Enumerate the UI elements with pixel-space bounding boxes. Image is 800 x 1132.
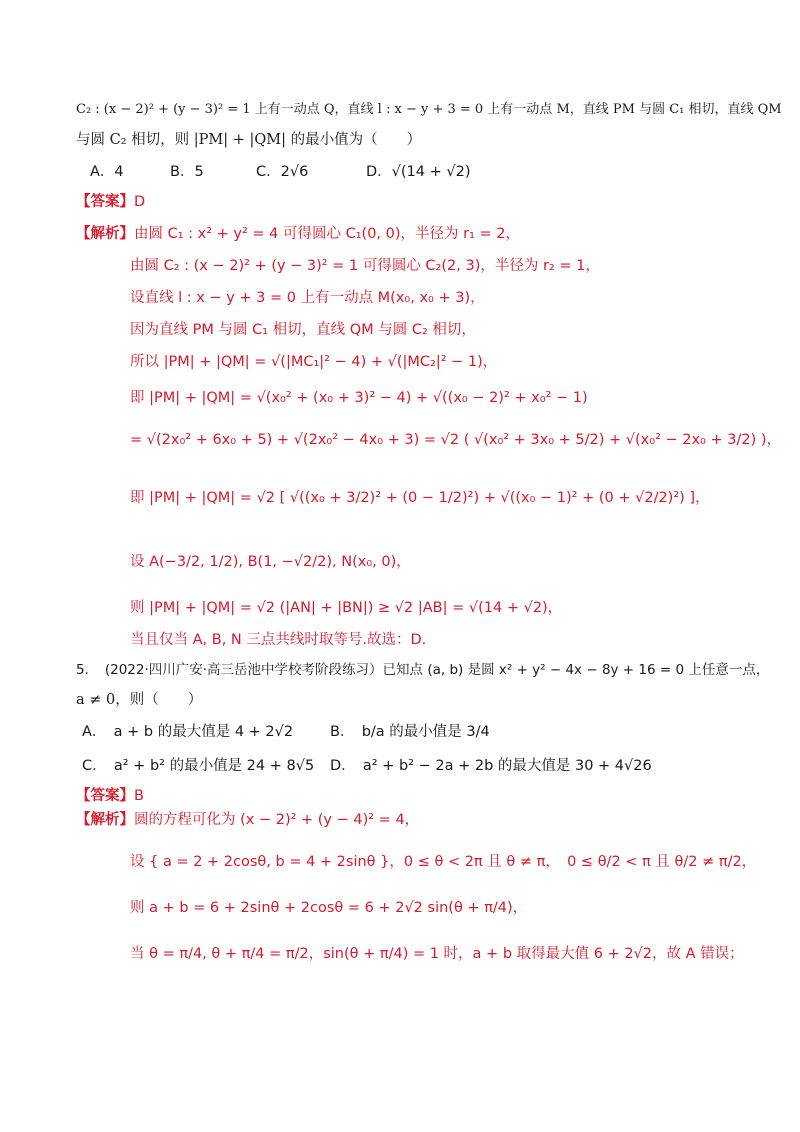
- q4-analysis-line-2: 由圆 C₂ : (x − 2)² + (y − 3)² = 1 可得圆心 C₂(2, 3)，半径为 r₂ = 1，: [130, 258, 600, 274]
- q5-analysis-line-4: 当 θ = π/4, θ + π/4 = π/2，sin(θ + π/4) = 1 时，a + b 取得最大值 6 + 2√2，故 A 错误；: [130, 946, 744, 962]
- q4-option-c: C．2√6: [256, 164, 309, 180]
- answer-tag: 【答案】: [76, 788, 134, 804]
- q5-answer: [76, 786, 144, 806]
- q4-stem-line1: C₂ : (x − 2)² + (y − 3)² = 1 上有一动点 Q，直线 l : x − y + 3 = 0 上有一动点 M，直线 PM 与圆 C₁ 相切，直线 QM: [76, 102, 782, 117]
- analysis-tag: 【解析】: [76, 226, 134, 242]
- answer-value: D: [134, 194, 146, 210]
- q4-analysis-line-7: = √(2x₀² + 6x₀ + 5) + √(2x₀² − 4x₀ + 3) = √2 ( √(x₀² + 3x₀ + 5/2) + √(x₀² − 2x₀ + 3/2) )，: [130, 432, 781, 448]
- q5-option-a: A． a + b 的最大值是 4 + 2√2: [82, 724, 294, 740]
- q4-analysis-line-9: 设 A(−3/2, 1/2), B(1, −√2/2), N(x₀, 0)，: [130, 554, 411, 570]
- q4-analysis-line-4: 因为直线 PM 与圆 C₁ 相切，直线 QM 与圆 C₂ 相切，: [130, 322, 476, 338]
- q4-analysis-line-3: 设直线 l : x − y + 3 = 0 上有一动点 M(x₀, x₀ + 3)，: [130, 290, 485, 306]
- analysis-tag: 【解析】: [76, 812, 134, 828]
- q5-option-b: B． b/a 的最小值是 3/4: [330, 724, 490, 740]
- q4-option-b: B．5: [170, 164, 204, 180]
- answer-value: B: [134, 788, 144, 804]
- q5-analysis-line-1: [76, 810, 419, 830]
- q4-analysis-line-5: 所以 |PM| + |QM| = √(|MC₁|² − 4) + √(|MC₂|² − 1)，: [130, 354, 498, 370]
- analysis-text: 圆的方程可化为 (x − 2)² + (y − 4)² = 4，: [134, 812, 420, 828]
- q5-analysis-line-2: 设 { a = 2 + 2cosθ, b = 4 + 2sinθ }，0 ≤ θ < 2π 且 θ ≠ π， 0 ≤ θ/2 < π 且 θ/2 ≠ π/2，: [130, 854, 757, 870]
- q4-option-d: D．√(14 + √2): [366, 164, 471, 180]
- q4-option-a: A．4: [90, 164, 124, 180]
- q5-analysis-line-3: 则 a + b = 6 + 2sinθ + 2cosθ = 6 + 2√2 sin(θ + π/4)，: [130, 900, 528, 916]
- q4-analysis-line-8: 即 |PM| + |QM| = √2 [ √((x₀ + 3/2)² + (0 − 1/2)²) + √((x₀ − 1)² + (0 + √2/2)²) ]，: [130, 490, 710, 506]
- q4-analysis-line-1: [76, 224, 520, 244]
- q4-stem-line2: 与圆 C₂ 相切，则 |PM| + |QM| 的最小值为（ ）: [76, 132, 422, 148]
- q4-analysis-line-6: 即 |PM| + |QM| = √(x₀² + (x₀ + 3)² − 4) + √((x₀ − 2)² + x₀² − 1): [130, 390, 588, 406]
- q5-stem-line1: 5． (2022·四川广安·高三岳池中学校考阶段练习）已知点 (a, b) 是圆 x² + y² − 4x − 8y + 16 = 0 上任意一点，: [76, 662, 770, 678]
- q4-answer: [76, 192, 145, 212]
- q5-stem-line2: a ≠ 0，则（ ）: [76, 692, 203, 708]
- q5-option-d: D． a² + b² − 2a + 2b 的最大值是 30 + 4√26: [330, 758, 652, 774]
- q4-analysis-line-10: 则 |PM| + |QM| = √2 (|AN| + |BN|) ≥ √2 |AB| = √(14 + √2)，: [130, 600, 563, 616]
- q4-analysis-line-11: 当且仅当 A, B, N 三点共线时取等号.故选：D.: [130, 632, 427, 648]
- q5-option-c: C． a² + b² 的最小值是 24 + 8√5: [82, 758, 315, 774]
- analysis-text: 由圆 C₁ : x² + y² = 4 可得圆心 C₁(0, 0)，半径为 r₁ = 2，: [134, 226, 521, 242]
- answer-tag: 【答案】: [76, 194, 134, 210]
